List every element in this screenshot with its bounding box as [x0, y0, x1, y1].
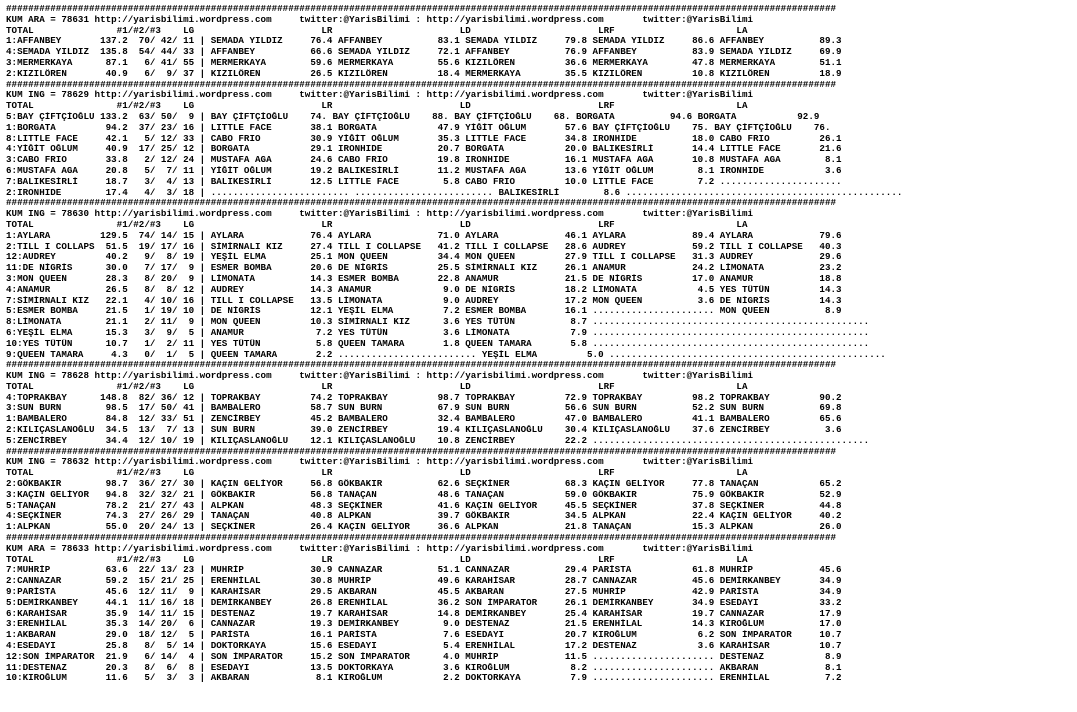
horse-row: 1:ALPKAN 55.0 20/ 24/ 13 | SEÇKİNER 26.4 KAÇIN GELİYOR 36.6 ALPKAN 21.8 TANAÇAN 15.3 ALPKAN 26.0: [6, 522, 842, 533]
section-separator: ######################################################################################################################################################: [6, 360, 837, 371]
section-separator: ######################################################################################################################################################: [6, 533, 837, 544]
horse-row: 1:AYLARA 129.5 74/ 14/ 15 | AYLARA 76.4 AYLARA 71.0 AYLARA 46.1 AYLARA 89.4 AYLARA 79.6: [6, 230, 842, 241]
column-header-line: TOTAL #1/#2/#3 LG LR LD LRF LA: [6, 554, 748, 565]
horse-row: 9:QUEEN TAMARA 4.3 0/ 1/ 5 | QUEEN TAMARA 2.2 ......................... YEŞİL ELMA 5.0 ..................................................: [6, 349, 886, 360]
horse-row: 3:CABO FRIO 33.8 2/ 12/ 24 | MUSTAFA AGA 24.6 CABO FRIO 19.8 IRONHIDE 16.1 MUSTAFA AGA 10.8 MUSTAFA AGA 8.1: [6, 155, 842, 166]
horse-row: 10:YES TÜTÜN 10.7 1/ 2/ 11 | YES TÜTÜN 5.8 QUEEN TAMARA 1.8 QUEEN TAMARA 5.8 ..................................................: [6, 338, 870, 349]
horse-row: 1:BAMBALERO 84.8 12/ 33/ 51 | ZENCİRBEY 45.2 BAMBALERO 32.4 BAMBALERO 47.0 BAMBALERO 41.1 BAMBALERO 65.6: [6, 414, 842, 425]
horse-row: 8:LITTLE FACE 42.1 5/ 12/ 33 | CABO FRIO 30.9 YİĞİT OĞLUM 35.3 LITTLE FACE 34.8 IRONHIDE 18.0 CABO FRIO 26.1: [6, 133, 842, 144]
horse-row: 8:LİMONATA 21.1 2/ 11/ 9 | MON QUEEN 10.3 SİMİRNALI KIZ 3.6 YES TÜTÜN 8.7 ..................................................: [6, 317, 870, 328]
horse-row: 5:ZENCİRBEY 34.4 12/ 10/ 19 | KILIÇASLANOĞLU 12.1 KILIÇASLANOĞLU 10.8 ZENCİRBEY 22.2 ..................................................: [6, 435, 870, 446]
section-separator: ######################################################################################################################################################: [6, 4, 837, 14]
race-header-line: KUM ING = 78629 http://yarisbilimi.wordpress.com twitter:@YarisBilimi : http://yarisbilimi.wordpress.com twitter:@YarisBilimi: [6, 90, 754, 101]
horse-row: 4:SEMADA YILDIZ 135.8 54/ 44/ 33 | AFFANBEY 66.6 SEMADA YILDIZ 72.1 AFFANBEY 76.9 AFFANBEY 83.9 SEMADA YILDIZ 69.9: [6, 47, 842, 58]
horse-row: 4:ESEDAYI 25.8 8/ 5/ 14 | DOKTORKAYA 15.6 ESEDAYI 5.4 ERENHİLAL 17.2 DESTENAZ 3.6 KARAHİSAR 10.7: [6, 641, 842, 652]
horse-row: 12:SON İMPARATOR 21.9 6/ 14/ 4 | SON İMPARATOR 15.2 SON İMPARATOR 4.0 MUHRİP 11.5 ...................... DESTENAZ 8.9: [6, 651, 842, 662]
horse-row: 2:KILIÇASLANOĞLU 34.5 13/ 7/ 13 | SUN BURN 39.0 ZENCİRBEY 19.4 KILIÇASLANOĞLU 30.4 KILIÇASLANOĞLU 37.6 ZENCİRBEY 3.6: [6, 425, 842, 436]
horse-row: 9:PARİSTA 45.6 12/ 11/ 9 | KARAHİSAR 29.5 AKBARAN 45.5 AKBARAN 27.5 MUHRİP 42.9 PARİSTA 34.9: [6, 587, 842, 598]
horse-row: 4:ANAMUR 26.5 8/ 8/ 12 | AUDREY 14.3 ANAMUR 9.0 DE NİGRİS 18.2 LİMONATA 4.5 YES TÜTÜN 14.3: [6, 284, 842, 295]
horse-row: 11:DE NİGRİS 30.0 7/ 17/ 9 | ESMER BOMBA 20.6 DE NİGRİS 25.5 SİMİRNALI KIZ 26.1 ANAMUR 24.2 LİMONATA 23.2: [6, 263, 842, 274]
horse-row: 11:DESTENAZ 20.3 8/ 6/ 8 | ESEDAYI 13.5 DOKTORKAYA 3.6 KIROĞLUM 8.2 ...................... AKBARAN 8.1: [6, 662, 842, 673]
horse-row: 3:ERENHİLAL 35.3 14/ 20/ 6 | CANNAZAR 19.3 DEMİRKANBEY 9.0 DESTENAZ 21.5 ERENHİLAL 14.3 KIROĞLUM 17.0: [6, 619, 842, 630]
race-report-document: [6, 4, 1076, 684]
horse-row: 6:KARAHİSAR 35.9 14/ 11/ 15 | DESTENAZ 19.7 KARAHİSAR 14.8 DEMİRKANBEY 25.4 KARAHİSAR 19.7 CANNAZAR 17.9: [6, 608, 842, 619]
column-header-line: TOTAL #1/#2/#3 LG LR LD LRF LA: [6, 101, 748, 112]
horse-row: 12:AUDREY 40.2 9/ 8/ 19 | YEŞİL ELMA 25.1 MON QUEEN 34.4 MON QUEEN 27.9 TILL I COLLAPSE 31.3 AUDREY 29.6: [6, 252, 842, 263]
horse-row: 5:TANAÇAN 78.2 21/ 27/ 43 | ALPKAN 48.3 SEÇKİNER 41.6 KAÇIN GELİYOR 45.5 SEÇKİNER 37.8 SEÇKİNER 44.8: [6, 500, 842, 511]
race-header-line: KUM ING = 78630 http://yarisbilimi.wordpress.com twitter:@YarisBilimi : http://yarisbilimi.wordpress.com twitter:@YarisBilimi: [6, 209, 754, 220]
column-header-line: TOTAL #1/#2/#3 LG LR LD LRF LA: [6, 219, 748, 230]
horse-row: 2:KIZILÖREN 40.9 6/ 9/ 37 | KIZILÖREN 26.5 KIZILÖREN 18.4 MERMERKAYA 35.5 KIZILÖREN 10.8 KIZILÖREN 18.9: [6, 68, 842, 79]
horse-row: 1:AFFANBEY 137.2 70/ 42/ 11 | SEMADA YILDIZ 76.4 AFFANBEY 83.1 SEMADA YILDIZ 79.8 SEMADA YILDIZ 86.6 AFFANBEY 89.3: [6, 36, 842, 47]
horse-row: 3:MON QUEEN 28.3 8/ 20/ 9 | LİMONATA 14.3 ESMER BOMBA 22.8 ANAMUR 21.5 DE NİGRİS 17.0 ANAMUR 18.8: [6, 273, 842, 284]
horse-row: 6:MUSTAFA AGA 20.8 5/ 7/ 11 | YİĞİT OĞLUM 19.2 BALIKESİRLİ 11.2 MUSTAFA AGA 13.6 YİĞİT OĞLUM 8.1 IRONHIDE 3.6: [6, 165, 842, 176]
horse-row: 5:DEMİRKANBEY 44.1 11/ 16/ 18 | DEMİRKANBEY 26.8 ERENHİLAL 36.2 SON İMPARATOR 26.1 DEMİRKANBEY 34.9 ESEDAYI 33.2: [6, 597, 842, 608]
column-header-line: TOTAL #1/#2/#3 LG LR LD LRF LA: [6, 25, 748, 36]
horse-row: 1:BORGATA 94.2 37/ 23/ 16 | LITTLE FACE 38.1 BORGATA 47.9 YİĞİT OĞLUM 57.6 BAY ÇİFTÇİOĞLU 75. BAY ÇİFTÇİOĞLU 76.: [6, 122, 831, 133]
horse-row: 4:TOPRAKBAY 148.8 82/ 36/ 12 | TOPRAKBAY 74.2 TOPRAKBAY 98.7 TOPRAKBAY 72.9 TOPRAKBAY 98.2 TOPRAKBAY 90.2: [6, 392, 842, 403]
horse-row: 2:GÖKBAKIR 98.7 36/ 27/ 30 | KAÇIN GELİYOR 56.8 GÖKBAKIR 62.6 SEÇKİNER 68.3 KAÇIN GELİYOR 77.8 TANAÇAN 65.2: [6, 479, 842, 490]
horse-row: 7:BALIKESİRLİ 18.7 3/ 4/ 13 | BALIKESİRLİ 12.5 LITTLE FACE 5.8 CABO FRIO 10.0 LITTLE FACE 7.2 ......................: [6, 176, 842, 187]
column-header-line: TOTAL #1/#2/#3 LG LR LD LRF LA: [6, 468, 748, 479]
horse-row: 5:BAY ÇİFTÇİOĞLU 133.2 63/ 50/ 9 | BAY ÇİFTÇİOĞLU 74. BAY ÇİFTÇİOĞLU 88. BAY ÇİFTÇİOĞLU 68. BORGATA 94.6 BORGATA 92.9: [6, 111, 820, 122]
horse-row: 1:AKBARAN 29.0 18/ 12/ 5 | PARİSTA 16.1 PARİSTA 7.6 ESEDAYI 20.7 KIROĞLUM 6.2 SON İMPARATOR 10.7: [6, 630, 842, 641]
horse-row: 2:TILL I COLLAPS 51.5 19/ 17/ 16 | SİMİRNALI KIZ 27.4 TILL I COLLAPSE 41.2 TILL I COLLAPSE 28.6 AUDREY 59.2 TILL I COLLAPSE 40.3: [6, 241, 842, 252]
horse-row: 5:ESMER BOMBA 21.5 1/ 19/ 10 | DE NİGRİS 12.1 YEŞİL ELMA 7.2 ESMER BOMBA 16.1 ...................... MON QUEEN 8.9: [6, 306, 842, 317]
column-header-line: TOTAL #1/#2/#3 LG LR LD LRF LA: [6, 381, 748, 392]
race-header-line: KUM ING = 78632 http://yarisbilimi.wordpress.com twitter:@YarisBilimi : http://yarisbilimi.wordpress.com twitter:@YarisBilimi: [6, 457, 754, 468]
horse-row: 4:YİĞİT OĞLUM 40.9 17/ 25/ 12 | BORGATA 29.1 IRONHIDE 20.7 BORGATA 20.0 BALIKESİRLİ 14.4 LITTLE FACE 21.6: [6, 144, 842, 155]
horse-row: 3:MERMERKAYA 87.1 6/ 41/ 55 | MERMERKAYA 59.6 MERMERKAYA 55.6 KIZILÖREN 36.6 MERMERKAYA 47.8 MERMERKAYA 51.1: [6, 57, 842, 68]
race-header-line: KUM ARA = 78631 http://yarisbilimi.wordpress.com twitter:@YarisBilimi : http://yarisbilimi.wordpress.com twitter:@YarisBilimi: [6, 14, 754, 25]
horse-row: 7:SİMİRNALI KIZ 22.1 4/ 10/ 16 | TILL I COLLAPSE 13.5 LİMONATA 9.0 AUDREY 17.2 MON QUEEN 3.6 DE NİGRİS 14.3: [6, 295, 842, 306]
horse-row: 7:MUHRİP 63.6 22/ 13/ 23 | MUHRİP 30.9 CANNAZAR 51.1 CANNAZAR 29.4 PARİSTA 61.8 MUHRİP 45.6: [6, 565, 842, 576]
section-separator: ######################################################################################################################################################: [6, 79, 837, 90]
horse-row: 3:KAÇIN GELİYOR 94.8 32/ 32/ 21 | GÖKBAKIR 56.8 TANAÇAN 48.6 TANAÇAN 59.0 GÖKBAKIR 75.9 GÖKBAKIR 52.9: [6, 489, 842, 500]
horse-row: 4:SEÇKİNER 74.3 27/ 26/ 29 | TANAÇAN 40.8 ALPKAN 39.7 GÖKBAKIR 34.5 ALPKAN 22.4 KAÇIN GELİYOR 40.2: [6, 511, 842, 522]
section-separator: ######################################################################################################################################################: [6, 446, 837, 457]
section-separator: ######################################################################################################################################################: [6, 198, 837, 209]
race-header-line: KUM ARA = 78633 http://yarisbilimi.wordpress.com twitter:@YarisBilimi : http://yarisbilimi.wordpress.com twitter:@YarisBilimi: [6, 543, 754, 554]
horse-row: 3:SUN BURN 98.5 17/ 50/ 41 | BAMBALERO 58.7 SUN BURN 67.9 SUN BURN 56.6 SUN BURN 52.2 SUN BURN 69.8: [6, 403, 842, 414]
race-header-line: KUM ING = 78628 http://yarisbilimi.wordpress.com twitter:@YarisBilimi : http://yarisbilimi.wordpress.com twitter:@YarisBilimi: [6, 371, 754, 382]
horse-row: 2:CANNAZAR 59.2 15/ 21/ 25 | ERENHİLAL 30.8 MUHRİP 49.6 KARAHİSAR 28.7 CANNAZAR 45.6 DEMİRKANBEY 34.9: [6, 576, 842, 587]
horse-row: 10:KIROĞLUM 11.6 5/ 3/ 3 | AKBARAN 8.1 KIROĞLUM 2.2 DOKTORKAYA 7.9 ...................... ERENHİLAL 7.2: [6, 673, 842, 684]
horse-row: 2:IRONHIDE 17.4 4/ 3/ 18 | ......................... ......................... BALIKESİRLİ 8.6 ..................................................: [6, 187, 903, 198]
horse-row: 6:YEŞİL ELMA 15.3 3/ 9/ 5 | ANAMUR 7.2 YES TÜTÜN 3.6 LİMONATA 7.9 ..................................................: [6, 327, 870, 338]
